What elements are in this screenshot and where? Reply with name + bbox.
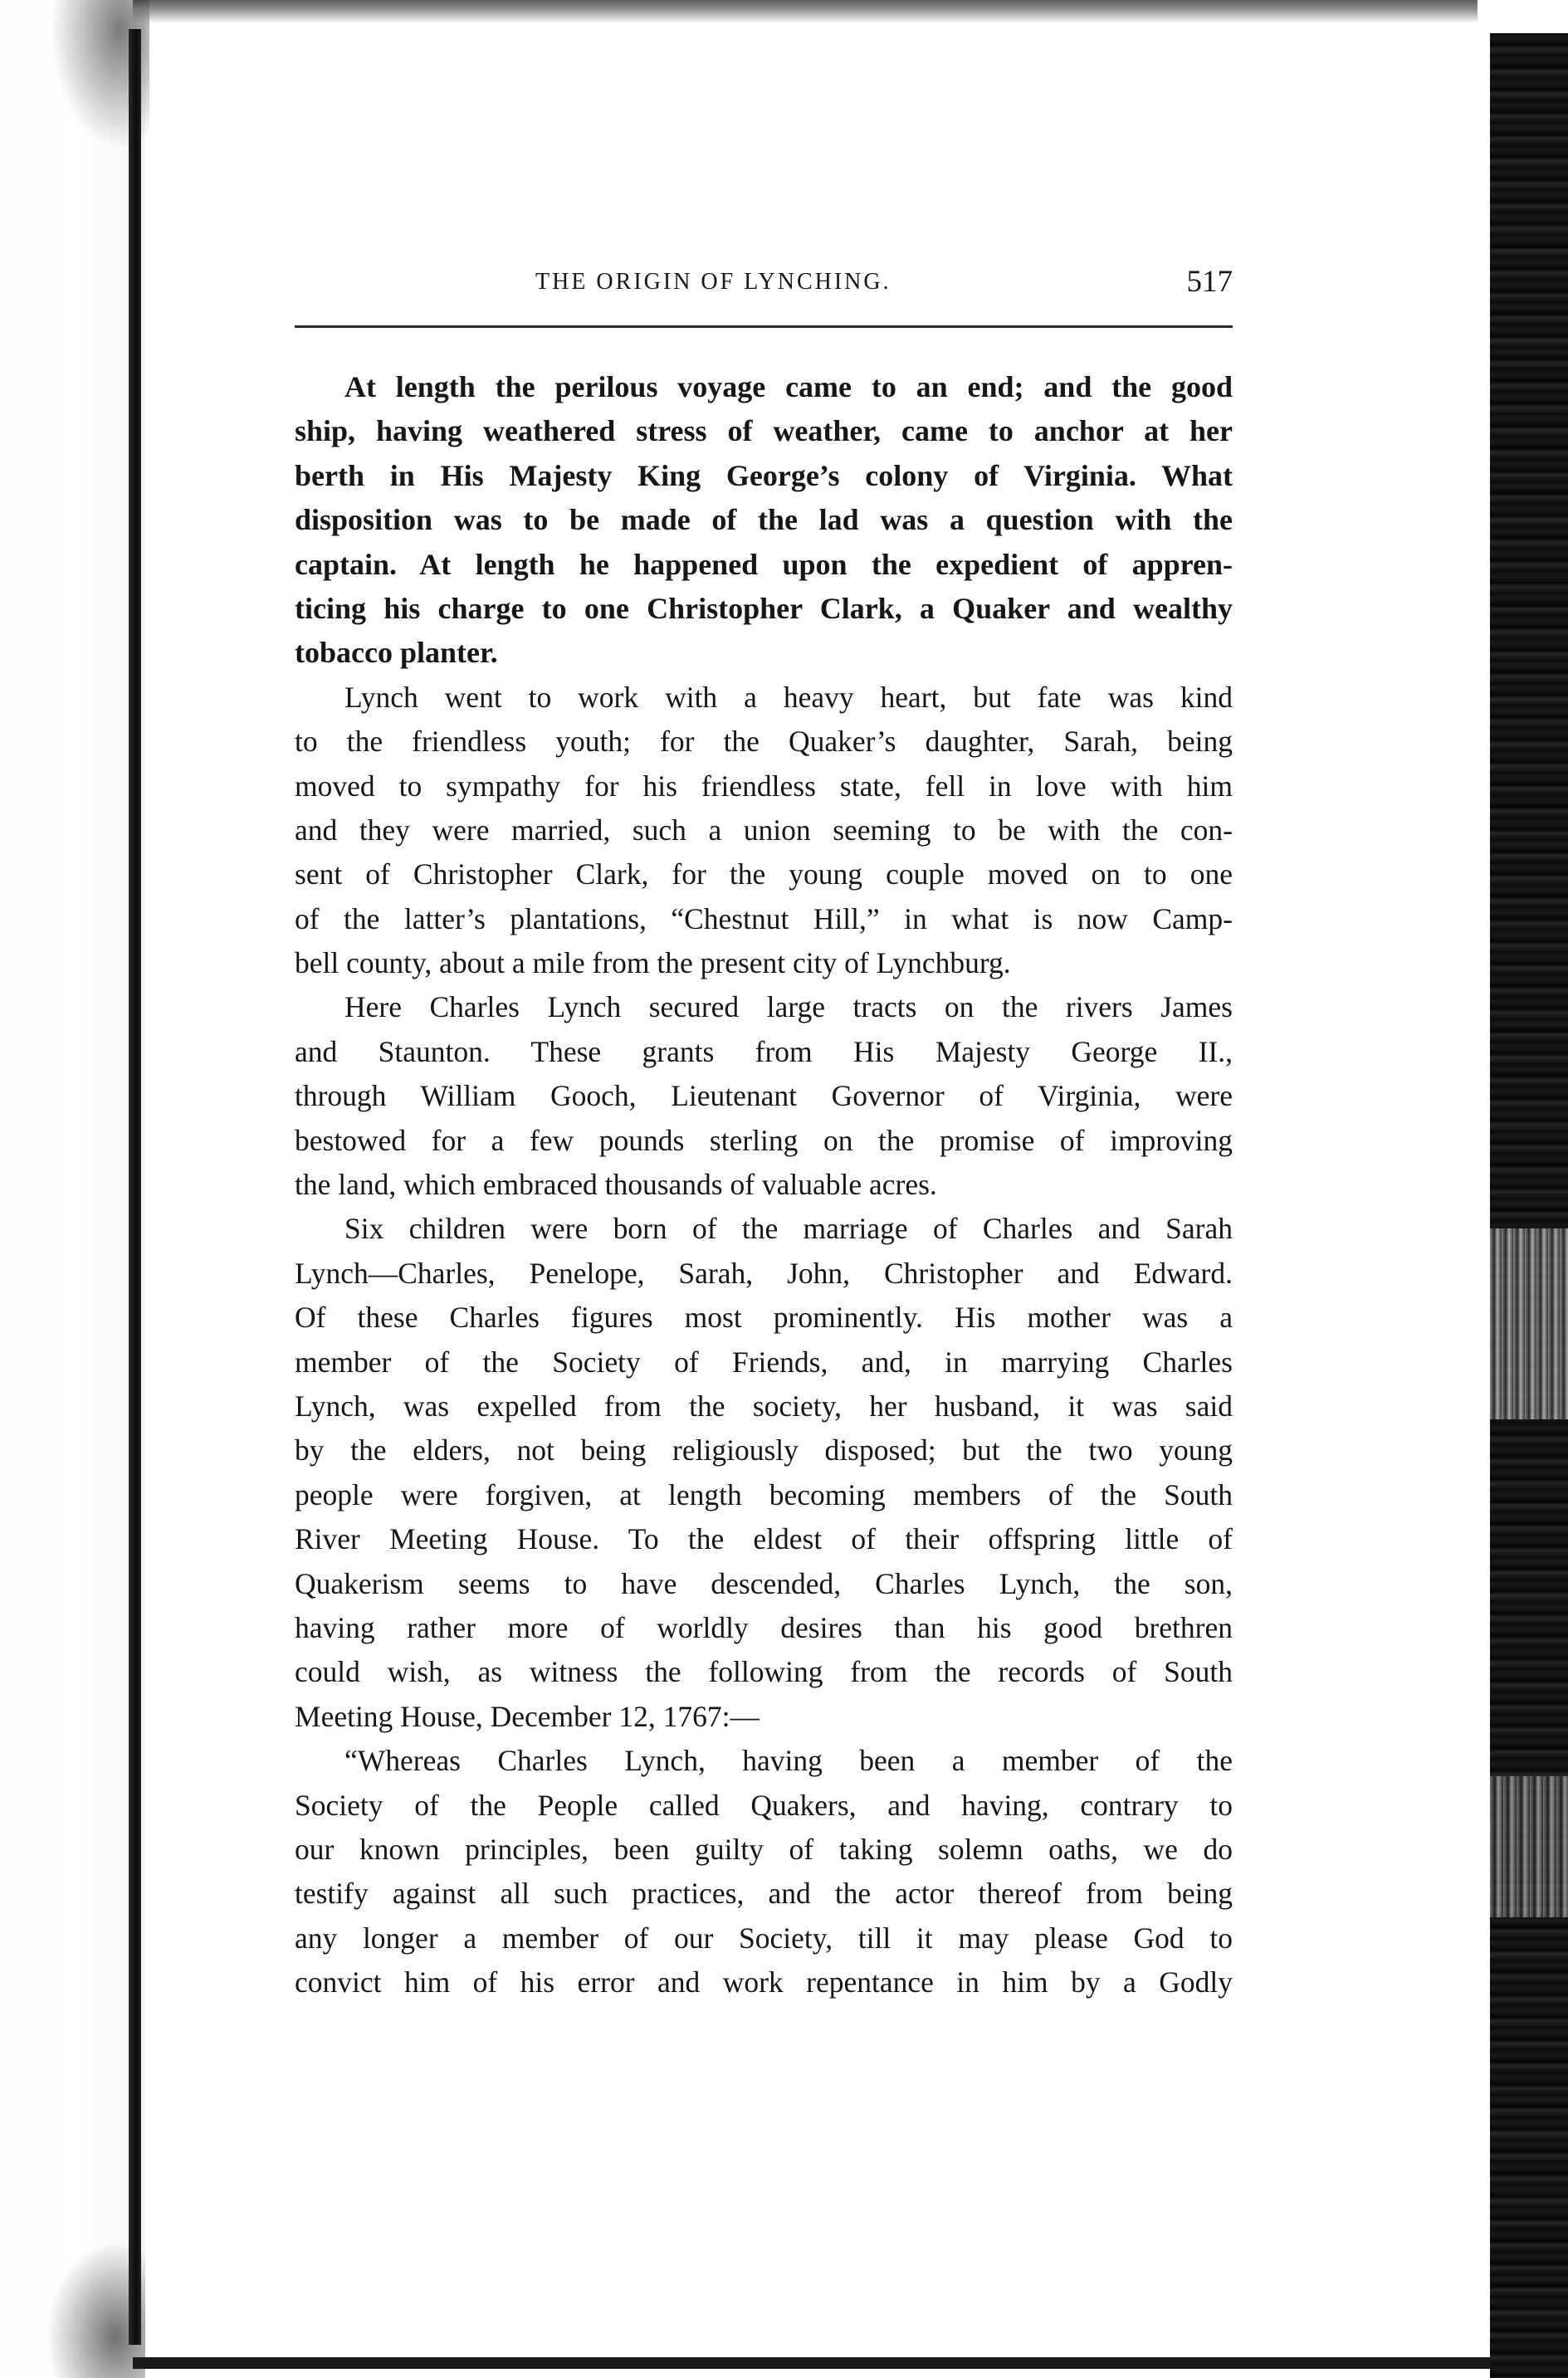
- text-line: to the friendless youth; for the Quaker’s daughter, Sarah, being: [295, 725, 1233, 759]
- text-line: our known principles, been guilty of taking solemn oaths, we do: [295, 1832, 1233, 1866]
- text-line: “Whereas Charles Lynch, having been a member of the: [344, 1744, 1233, 1778]
- text-line: ticing his charge to one Christopher Clark, a Quaker and wealthy: [295, 591, 1233, 625]
- text-line: could wish, as witness the following from the records of South: [295, 1655, 1233, 1689]
- text-line: having rather more of worldly desires than his good brethren: [295, 1610, 1233, 1644]
- text-line: any longer a member of our Society, till it may please God to: [295, 1921, 1233, 1955]
- text-line: bell county, about a mile from the present city of Lynchburg.: [295, 946, 1011, 980]
- text-line: ship, having weathered stress of weather, came to anchor at her: [295, 414, 1233, 448]
- text-line: Lynch went to work with a heavy heart, but fate was kind: [344, 680, 1233, 714]
- text-line: Of these Charles figures most prominently. His mother was a: [295, 1301, 1233, 1335]
- running-header: [295, 264, 1233, 307]
- text-line: Lynch—Charles, Penelope, Sarah, John, Christopher and Edward.: [295, 1256, 1233, 1290]
- text-line: of the latter’s plantations, “Chestnut Hill,” in what is now Camp-: [295, 901, 1233, 935]
- text-line: the land, which embraced thousands of valuable acres.: [295, 1168, 937, 1202]
- text-line: people were forgiven, at length becoming members of the South: [295, 1477, 1233, 1511]
- text-line: berth in His Majesty King George’s colony of Virginia. What: [295, 458, 1233, 492]
- text-line: tobacco planter.: [295, 636, 498, 670]
- running-header-title: THE ORIGIN OF LYNCHING.: [535, 269, 891, 295]
- text-line: testify against all such practices, and the actor thereof from being: [295, 1877, 1233, 1911]
- text-line: and Staunton. These grants from His Majesty George II.,: [295, 1034, 1233, 1068]
- text-line: Six children were born of the marriage of Charles and Sarah: [344, 1212, 1233, 1246]
- text-line: sent of Christopher Clark, for the young couple moved on to one: [295, 857, 1233, 891]
- text-line: member of the Society of Friends, and, in marrying Charles: [295, 1345, 1233, 1379]
- text-line: Quakerism seems to have descended, Charles Lynch, the son,: [295, 1566, 1233, 1600]
- text-line: Society of the People called Quakers, and having, contrary to: [295, 1788, 1233, 1822]
- text-line: through William Gooch, Lieutenant Governor of Virginia, were: [295, 1079, 1233, 1113]
- text-line: Lynch, was expelled from the society, her husband, it was said: [295, 1389, 1233, 1423]
- page-number: 517: [1186, 265, 1233, 299]
- text-line: At length the perilous voyage came to an end; and the good: [344, 370, 1233, 403]
- text-line: captain. At length he happened upon the expedient of appren-: [295, 547, 1233, 581]
- text-line: and they were married, such a union seeming to be with the con-: [295, 813, 1233, 847]
- text-line: moved to sympathy for his friendless state, fell in love with him: [295, 769, 1233, 803]
- text-line: disposition was to be made of the lad was a question with the: [295, 503, 1233, 537]
- text-line: River Meeting House. To the eldest of their offspring little of: [295, 1522, 1233, 1556]
- text-line: bestowed for a few pounds sterling on the promise of improving: [295, 1123, 1233, 1157]
- text-line: convict him of his error and work repentance in him by a Godly: [295, 1965, 1233, 2000]
- body-text: [295, 365, 1233, 2004]
- text-line: Here Charles Lynch secured large tracts on the rivers James: [344, 990, 1233, 1024]
- text-line: Meeting House, December 12, 1767:—: [295, 1699, 760, 1733]
- header-rule: [295, 325, 1233, 328]
- text-line: by the elders, not being religiously disposed; but the two young: [295, 1433, 1233, 1467]
